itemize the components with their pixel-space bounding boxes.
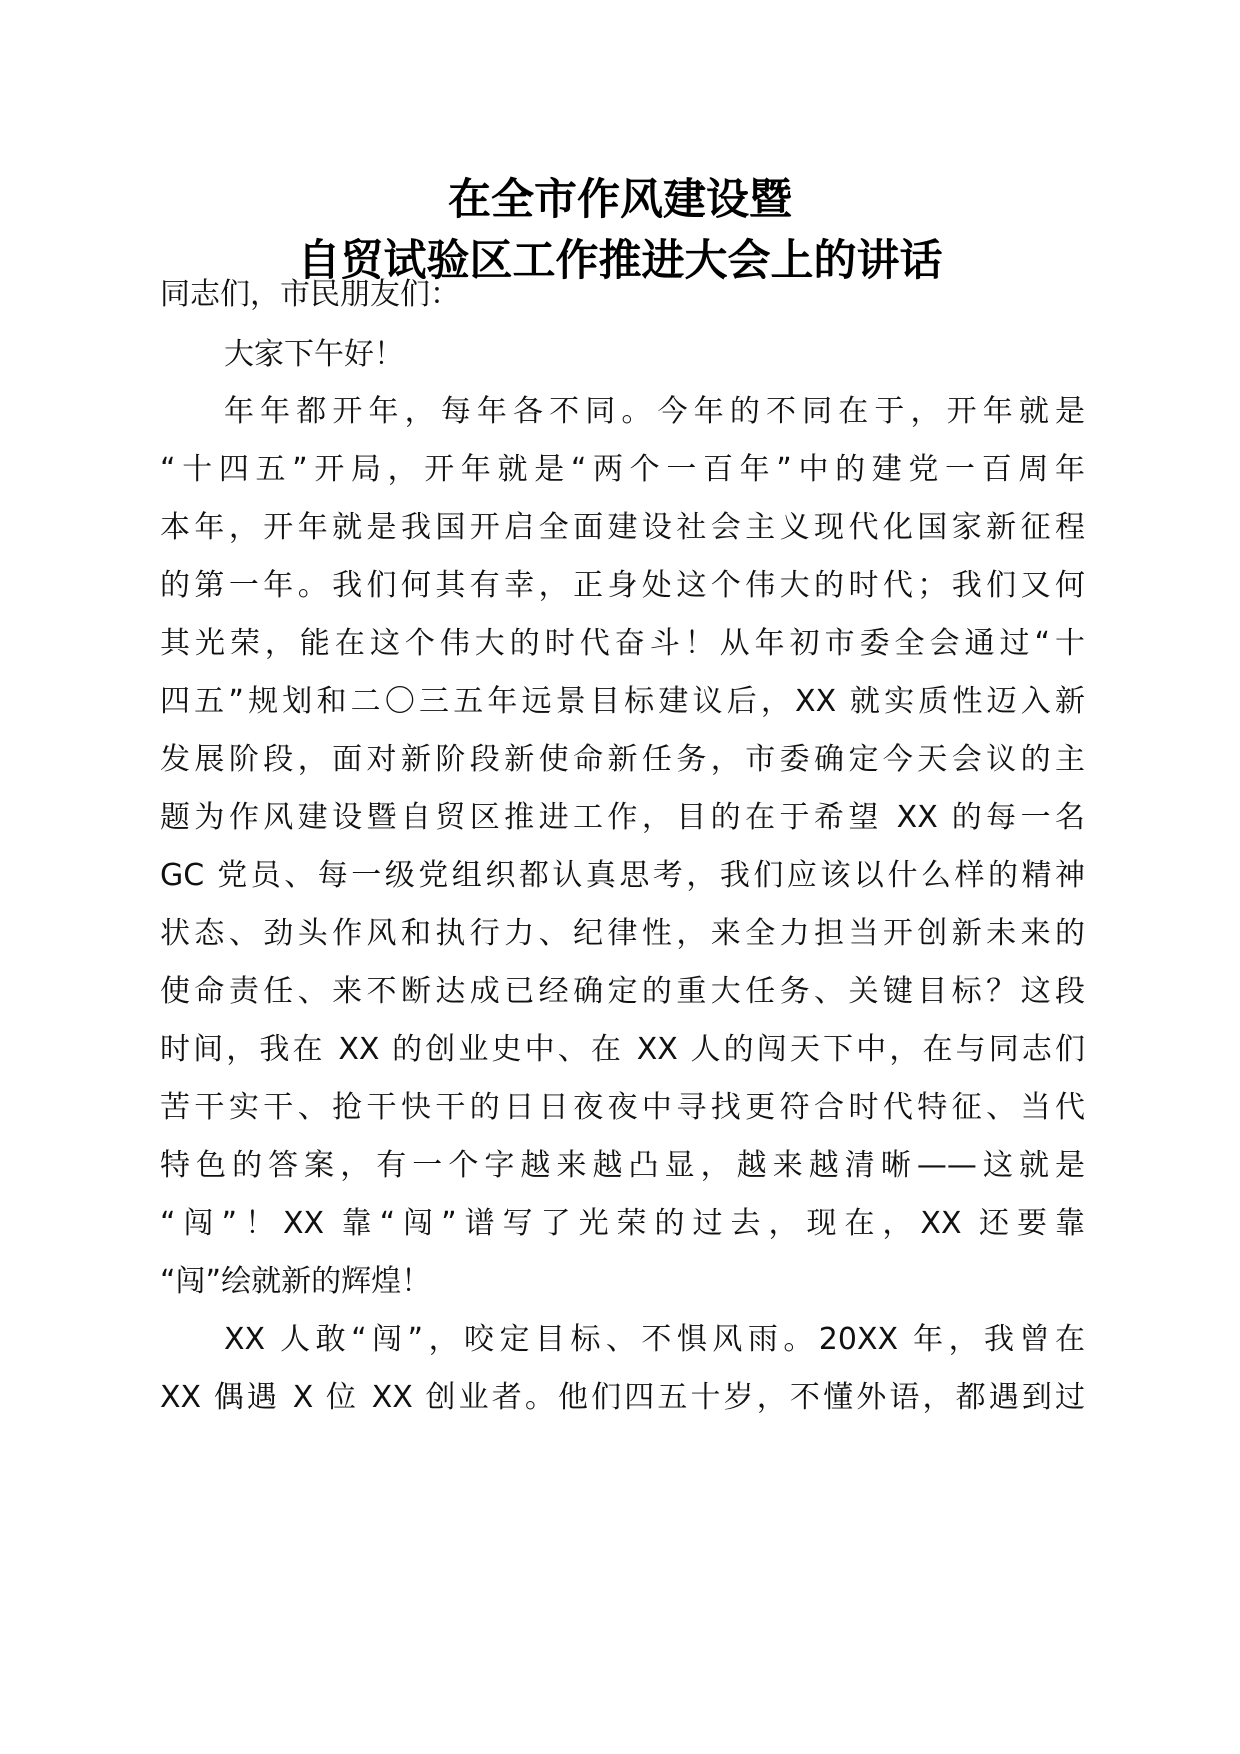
- paragraph-line: 题为作风建设暨自贸区推进工作，目的在于希望 XX 的每一名: [160, 800, 1085, 835]
- paragraph-line: 使命责任、来不断达成已经确定的重大任务、关键目标？这段: [160, 974, 1085, 1009]
- paragraph-line: 特色的答案，有一个字越来越凸显，越来越清晰——这就是: [160, 1148, 1085, 1183]
- paragraph-line: 本年，开年就是我国开启全面建设社会主义现代化国家新征程: [160, 510, 1085, 545]
- paragraph-line: “闯”！XX 靠“闯”谱写了光荣的过去，现在，XX 还要靠: [160, 1206, 1085, 1241]
- paragraph-line: XX 偶遇 X 位 XX 创业者。他们四五十岁，不懂外语，都遇到过: [160, 1380, 1085, 1415]
- paragraph-line: 时间，我在 XX 的创业史中、在 XX 人的闯天下中，在与同志们: [160, 1032, 1085, 1067]
- greeting: 大家下午好！: [224, 337, 404, 372]
- paragraph-line: 苦干实干、抢干快干的日日夜夜中寻找更符合时代特征、当代: [160, 1090, 1085, 1125]
- paragraph-line: 状态、劲头作风和执行力、纪律性，来全力担当开创新未来的: [160, 916, 1085, 951]
- paragraph-line: 发展阶段，面对新阶段新使命新任务，市委确定今天会议的主: [160, 742, 1085, 777]
- salutation: 同志们，市民朋友们：: [160, 277, 460, 312]
- paragraph-line: 年年都开年，每年各不同。今年的不同在于，开年就是: [224, 394, 1085, 429]
- paragraph-line: “闯”绘就新的辉煌！: [160, 1264, 432, 1299]
- document-title-line-1: 在全市作风建设暨: [448, 175, 792, 225]
- paragraph-line: GC 党员、每一级党组织都认真思考，我们应该以什么样的精神: [160, 858, 1085, 893]
- paragraph-line: 其光荣，能在这个伟大的时代奋斗！从年初市委全会通过“十: [160, 626, 1085, 661]
- paragraph-line: “十四五”开局，开年就是“两个一百年”中的建党一百周年: [160, 452, 1085, 487]
- paragraph-line: 的第一年。我们何其有幸，正身处这个伟大的时代；我们又何: [160, 568, 1085, 603]
- document-title-line-2: 自贸试验区工作推进大会上的讲话: [297, 236, 943, 286]
- paragraph-line: 四五”规划和二〇三五年远景目标建议后，XX 就实质性迈入新: [160, 684, 1085, 719]
- paragraph-line: XX 人敢“闯”，咬定目标、不惧风雨。20XX 年，我曾在: [224, 1322, 1085, 1357]
